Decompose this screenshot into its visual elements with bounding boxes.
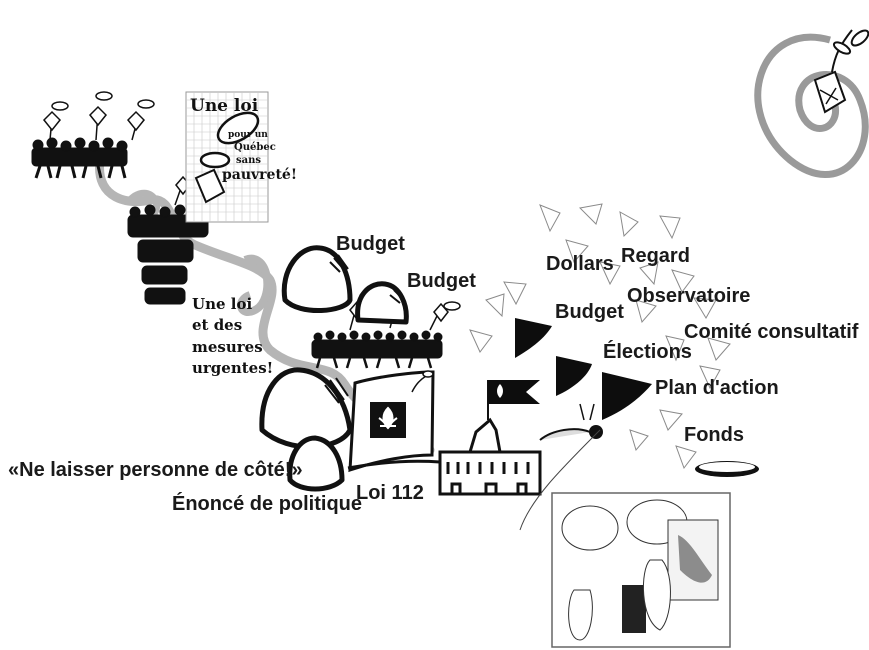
black-flags bbox=[515, 318, 652, 420]
label-budget-3: Budget bbox=[555, 301, 624, 323]
sign-line: Une loi bbox=[192, 295, 253, 313]
sign-line: sans bbox=[236, 154, 262, 166]
editorial-cartoon bbox=[552, 493, 730, 647]
label-ne-laisser-personne: «Ne laisser personne de côté!» bbox=[8, 459, 303, 481]
label-comite-consultatif: Comité consultatif bbox=[684, 321, 859, 343]
label-regard: Regard bbox=[621, 245, 690, 267]
sign-mesures-urgentes bbox=[192, 297, 273, 376]
label-dollars: Dollars bbox=[546, 253, 614, 275]
sign-line: et des bbox=[192, 316, 243, 335]
label-plan-action: Plan d'action bbox=[655, 377, 779, 399]
label-elections: Élections bbox=[603, 341, 692, 363]
sign-line: urgentes! bbox=[192, 358, 274, 377]
parliament-building bbox=[440, 380, 540, 494]
label-budget-1: Budget bbox=[336, 233, 405, 255]
sign-line: mesures bbox=[192, 337, 263, 356]
crowd-group-top bbox=[32, 92, 154, 178]
label-observatoire: Observatoire bbox=[627, 285, 751, 307]
sign-line: Une loi bbox=[190, 96, 259, 116]
loi-112-banner bbox=[348, 371, 440, 470]
snail-icon bbox=[540, 404, 603, 440]
sign-line: pauvreté! bbox=[222, 166, 297, 183]
sign-line: Québec bbox=[234, 141, 276, 153]
sign-une-loi-quebec bbox=[190, 98, 297, 182]
label-budget-2: Budget bbox=[407, 270, 476, 292]
sign-line: pour un bbox=[228, 130, 268, 141]
kite-target-icon bbox=[758, 28, 869, 175]
label-fonds: Fonds bbox=[684, 424, 744, 446]
label-loi-112: Loi 112 bbox=[356, 482, 424, 504]
label-enonce-politique: Énoncé de politique bbox=[172, 493, 363, 515]
